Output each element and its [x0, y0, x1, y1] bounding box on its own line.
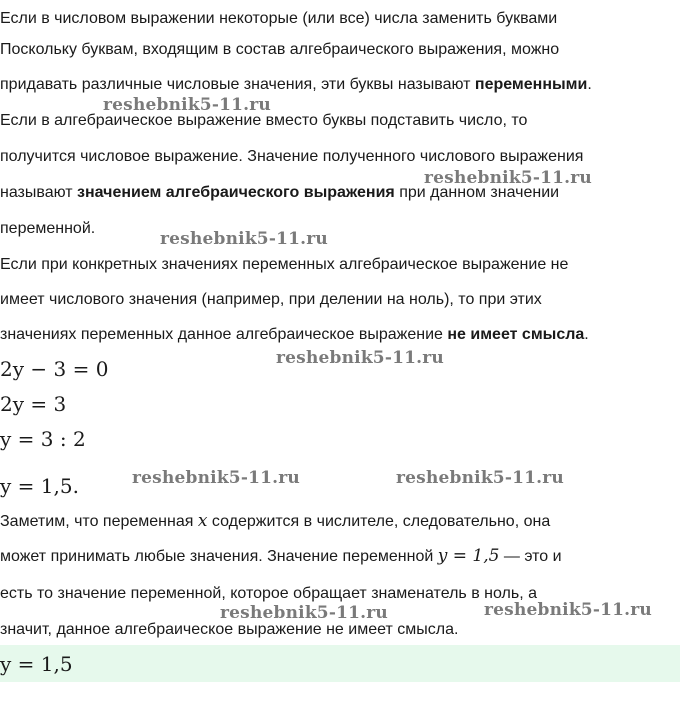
answer-value: y = 1,5	[0, 652, 73, 676]
bold-term-variables: переменными	[474, 76, 588, 93]
text-line: получится числовое выражение. Значение полученного числового выражения	[0, 148, 584, 165]
equation-3: y = 3 : 2	[0, 427, 86, 451]
text-span: .	[584, 326, 589, 343]
text-line: Поскольку буквам, входящим в состав алгебраического выражения, можно	[0, 41, 560, 58]
text-span: Заметим, что переменная	[0, 513, 198, 530]
text-line	[0, 325, 680, 345]
text-line: есть то значение переменной, которое обращает знаменатель в ноль, а	[0, 585, 537, 602]
text-line: значит, данное алгебраическое выражение не имеет смысла.	[0, 621, 459, 638]
bold-term-expression-value: значением алгебраического выражения	[77, 184, 395, 201]
watermark: reshebnik5-11.ru	[103, 95, 271, 115]
text-span: содержится в числителе, следовательно, она	[207, 513, 551, 530]
text-line: переменной.	[0, 220, 96, 237]
text-line: Если в алгебраическое выражение вместо буквы подставить число, то	[0, 112, 528, 129]
bold-term-no-meaning: не имеет смысла	[447, 326, 585, 343]
text-line	[0, 511, 680, 532]
text-span: называют	[0, 184, 78, 201]
equation-4: y = 1,5.	[0, 474, 79, 498]
watermark: reshebnik5-11.ru	[220, 603, 388, 623]
inline-variable-x: x	[197, 511, 208, 531]
watermark: reshebnik5-11.ru	[160, 229, 328, 249]
text-line	[0, 546, 680, 567]
text-line: Если при конкретных значениях переменных алгебраическое выражение не	[0, 256, 569, 273]
equation-2: 2y = 3	[0, 392, 67, 416]
text-line: Если в числовом выражении некоторые (или все) числа заменить буквами	[0, 10, 558, 27]
watermark: reshebnik5-11.ru	[276, 348, 444, 368]
watermark: reshebnik5-11.ru	[424, 168, 592, 188]
text-span: значениях переменных данное алгебраическое выражение	[0, 326, 448, 343]
text-span: при данном значении	[394, 184, 560, 201]
text-span: может принимать любые значения. Значение переменной	[0, 548, 438, 565]
answer-box	[0, 645, 680, 682]
text-line: имеет числового значения (например, при делении на ноль), то при этих	[0, 291, 542, 308]
text-span: придавать различные числовые значения, эти буквы называют	[0, 76, 475, 93]
watermark: reshebnik5-11.ru	[132, 468, 300, 488]
text-span: .	[587, 76, 592, 93]
watermark: reshebnik5-11.ru	[396, 468, 564, 488]
equation-1: 2y − 3 = 0	[0, 357, 109, 381]
watermark: reshebnik5-11.ru	[484, 600, 652, 620]
text-span: — это и	[499, 548, 562, 565]
text-line	[0, 75, 680, 95]
inline-math-y: y = 1,5	[437, 546, 500, 566]
